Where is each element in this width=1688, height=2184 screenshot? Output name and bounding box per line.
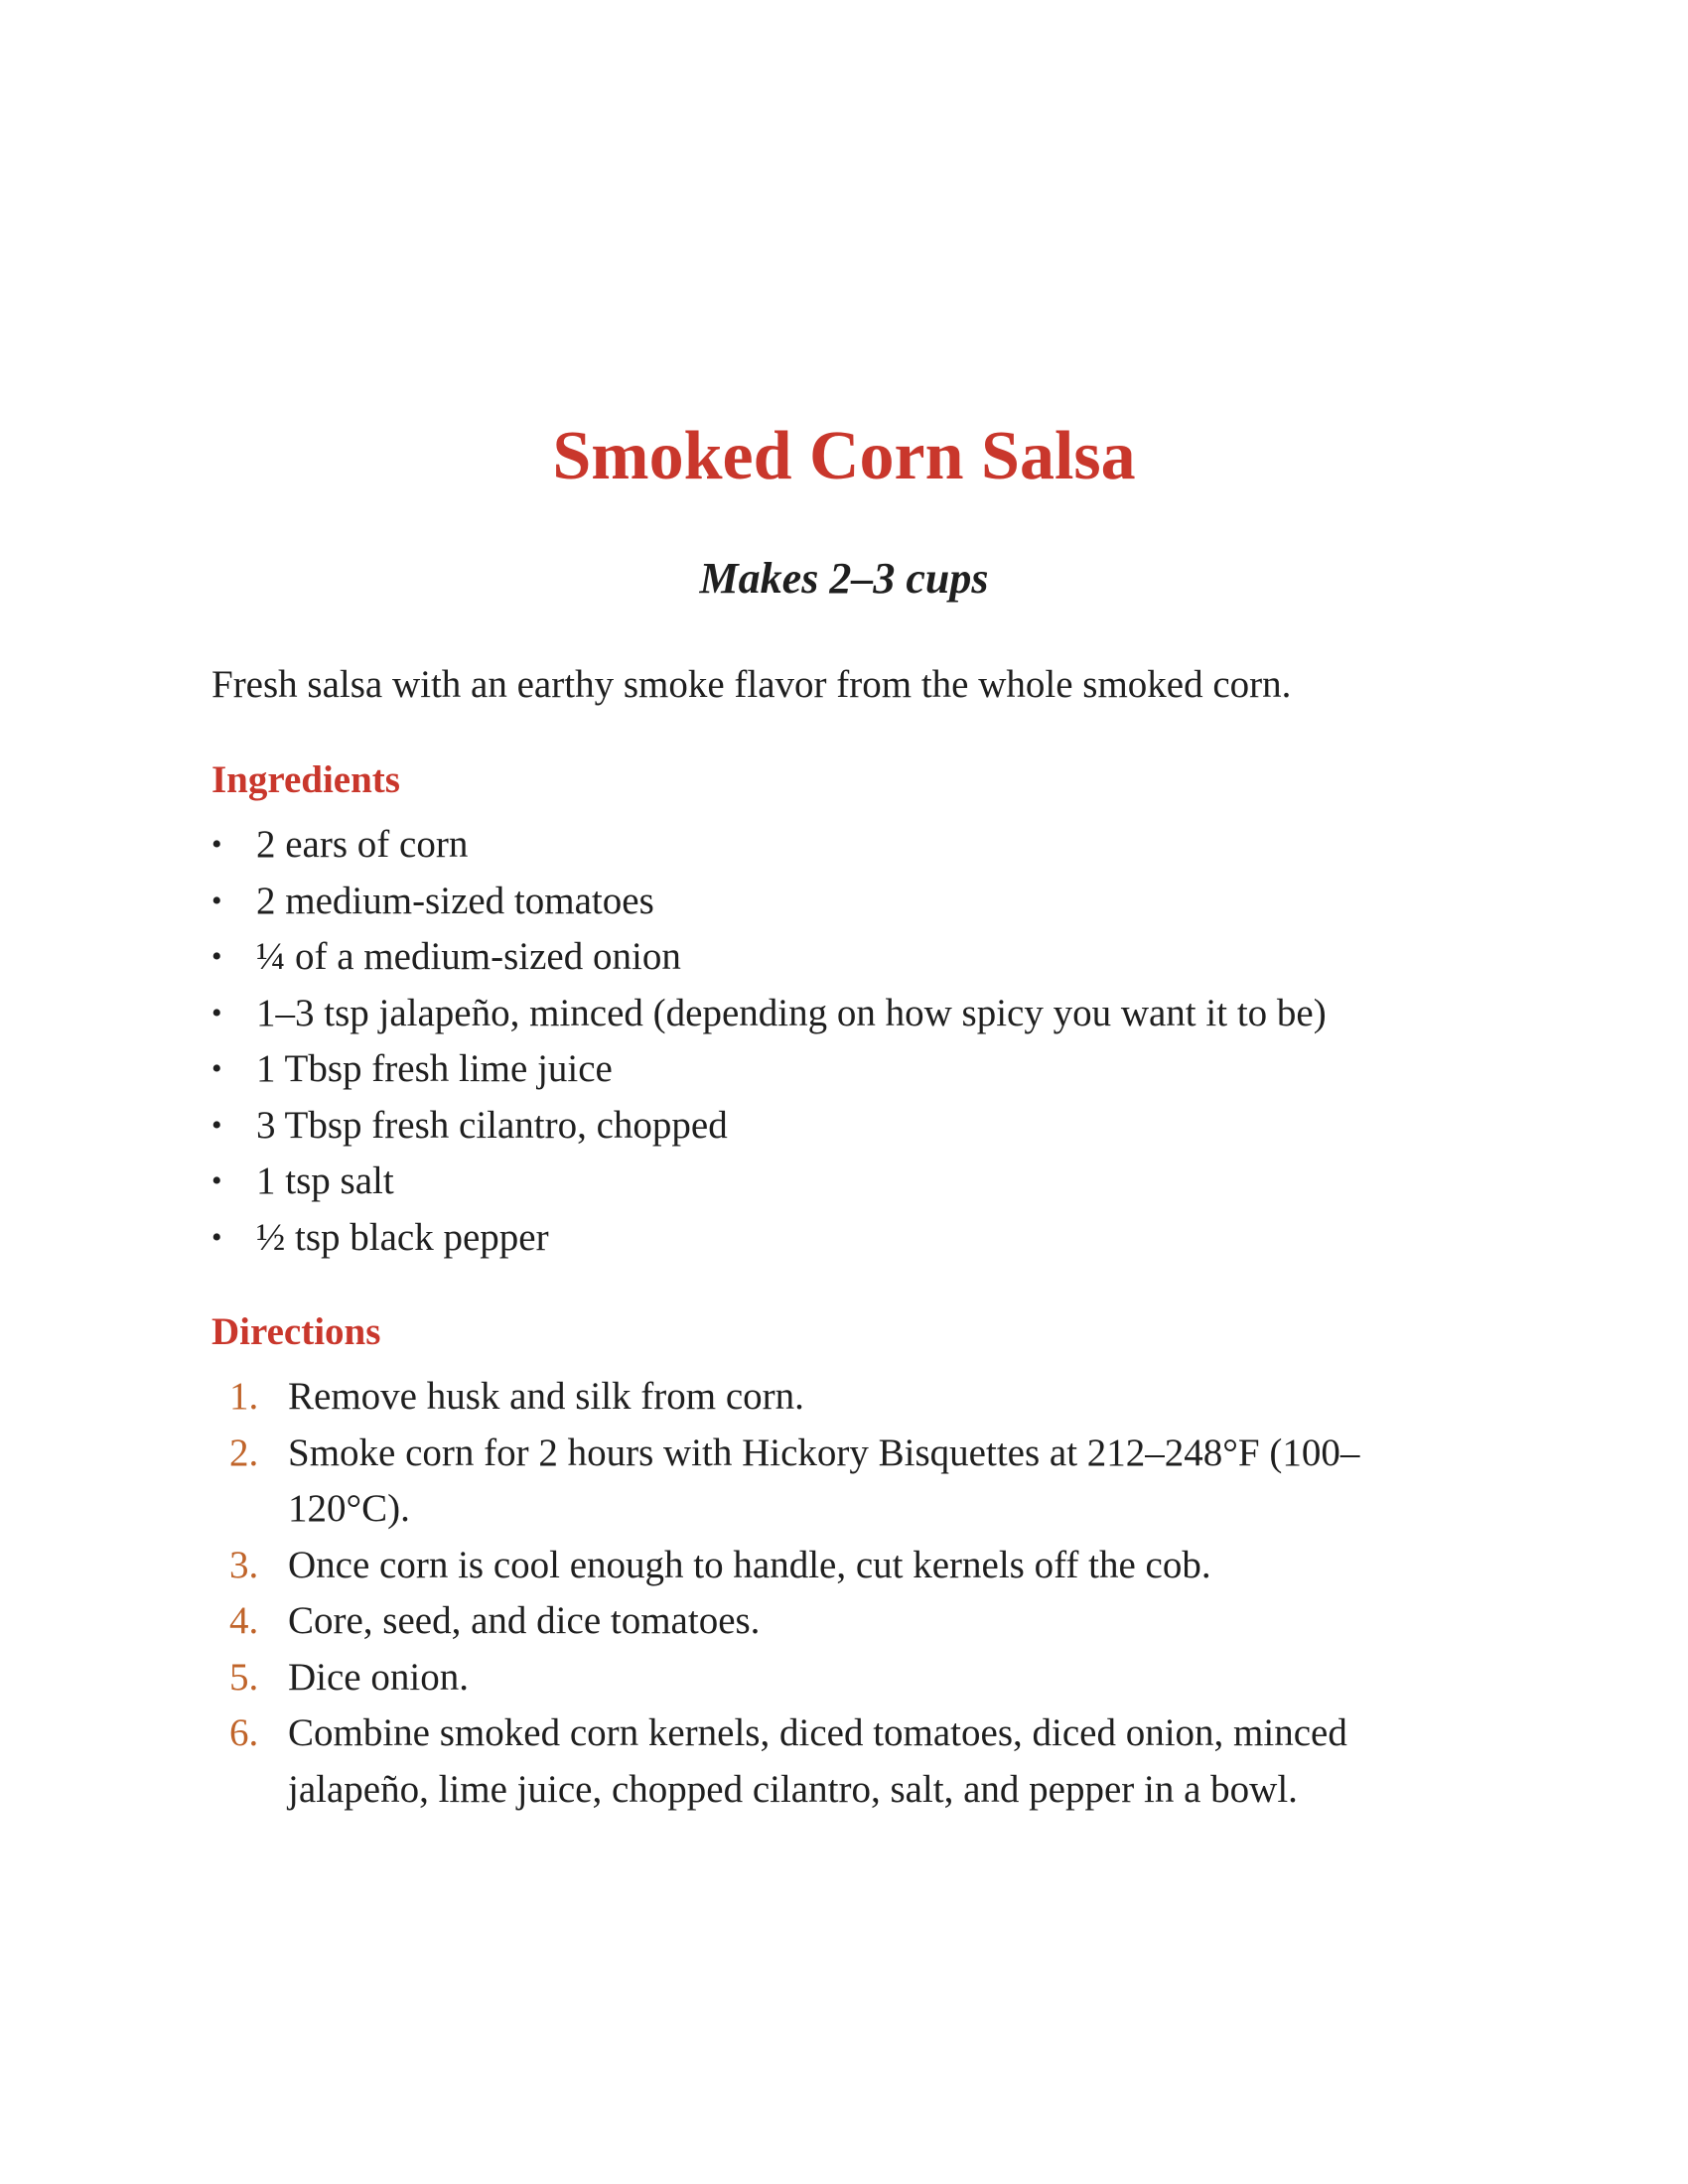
ingredient-item <box>211 986 1502 1042</box>
step-number: 6. <box>229 1711 259 1754</box>
ingredient-item <box>211 1098 1502 1155</box>
step-text: Once corn is cool enough to handle, cut kernels off the cob. <box>288 1543 1211 1586</box>
ingredients-heading: Ingredients <box>211 758 400 801</box>
bullet-icon: • <box>211 884 222 917</box>
step-number: 1. <box>229 1375 259 1418</box>
ingredients-list <box>211 817 1502 1266</box>
ingredient-text: 3 Tbsp fresh cilantro, chopped <box>256 1103 728 1147</box>
bullet-icon: • <box>211 1164 222 1197</box>
direction-step <box>211 1706 1443 1818</box>
step-number: 3. <box>229 1543 259 1586</box>
bullet-icon: • <box>211 1108 222 1142</box>
directions-heading: Directions <box>211 1310 381 1353</box>
ingredient-text: 2 medium-sized tomatoes <box>256 879 654 922</box>
direction-step <box>211 1369 1443 1426</box>
ingredient-item <box>211 1210 1502 1267</box>
bullet-icon: • <box>211 996 222 1029</box>
recipe-title: Smoked Corn Salsa <box>552 418 1136 494</box>
step-number: 2. <box>229 1431 259 1474</box>
recipe-yield: Makes 2–3 cups <box>699 554 989 603</box>
step-text: Remove husk and silk from corn. <box>288 1375 804 1418</box>
ingredient-text: ½ tsp black pepper <box>256 1215 549 1259</box>
step-text: Smoke corn for 2 hours with Hickory Bisquettes at 212–248°F (100–120°C). <box>288 1431 1360 1530</box>
direction-step <box>211 1593 1443 1650</box>
ingredient-text: 1 tsp salt <box>256 1160 394 1202</box>
bullet-icon: • <box>211 828 222 861</box>
ingredient-text: ¼ of a medium-sized onion <box>256 935 681 978</box>
step-number: 5. <box>229 1655 259 1699</box>
bullet-icon: • <box>211 1052 222 1085</box>
bullet-icon: • <box>211 940 222 973</box>
ingredient-item <box>211 817 1502 874</box>
ingredient-text: 2 ears of corn <box>256 823 469 866</box>
directions-list <box>211 1369 1443 1818</box>
step-text: Combine smoked corn kernels, diced tomatoes, diced onion, minced jalapeño, lime juice, chopped cilantro, salt, and pepper in a bowl. <box>288 1711 1347 1811</box>
ingredient-item <box>211 874 1502 930</box>
step-text: Dice onion. <box>288 1655 469 1699</box>
step-text: Core, seed, and dice tomatoes. <box>288 1599 761 1642</box>
direction-step <box>211 1650 1443 1706</box>
direction-step <box>211 1426 1443 1538</box>
recipe-intro: Fresh salsa with an earthy smoke flavor from the whole smoked corn. <box>211 663 1292 706</box>
ingredient-item <box>211 929 1502 986</box>
step-number: 4. <box>229 1599 259 1642</box>
bullet-icon: • <box>211 1220 222 1254</box>
ingredient-item <box>211 1041 1502 1098</box>
ingredient-text: 1–3 tsp jalapeño, minced (depending on how spicy you want it to be) <box>256 991 1327 1034</box>
direction-step <box>211 1538 1443 1594</box>
ingredient-text: 1 Tbsp fresh lime juice <box>256 1047 613 1090</box>
ingredient-item <box>211 1154 1502 1210</box>
